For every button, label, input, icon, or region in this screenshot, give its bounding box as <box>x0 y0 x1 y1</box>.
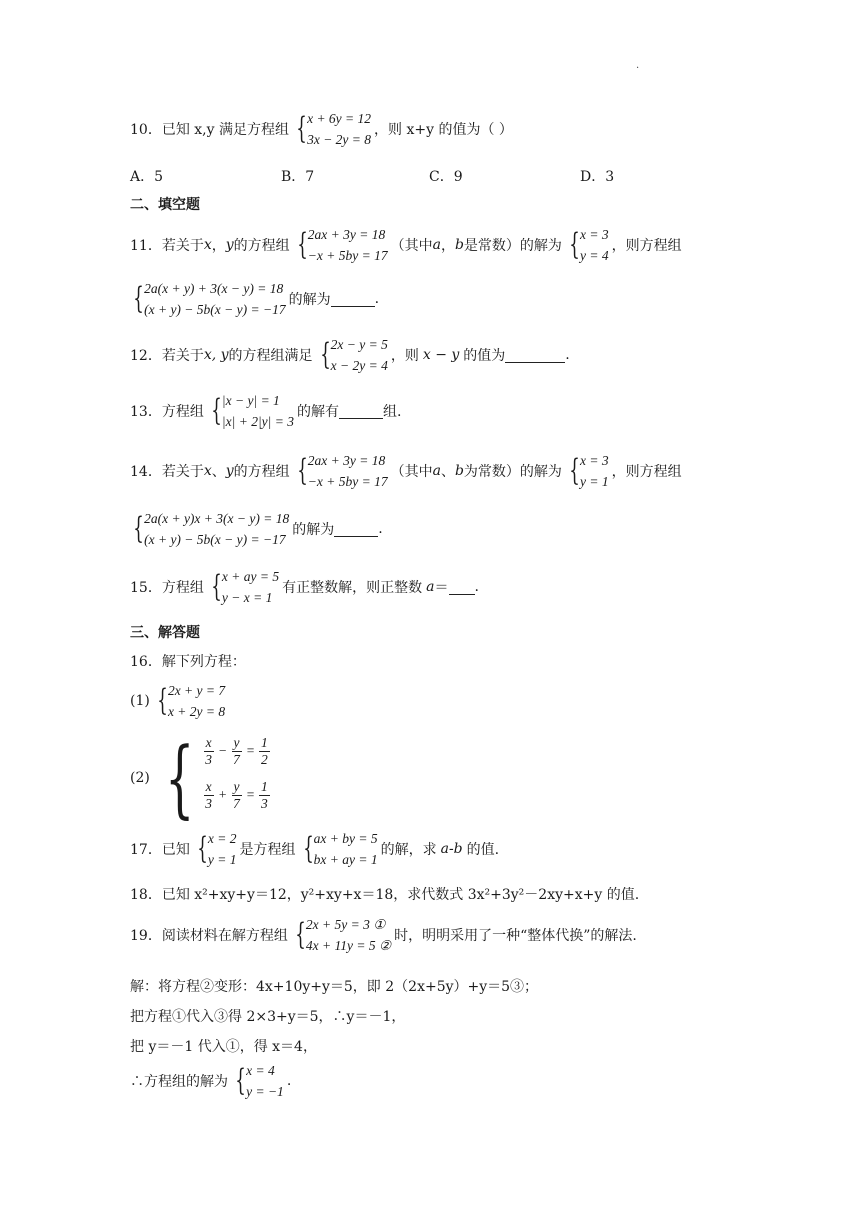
q16-p2-r2-den3: 3 <box>261 795 268 811</box>
q16-p1-eq1: 2x + y = 7 <box>167 683 226 698</box>
q14-solution: { x = 3 y = 1 <box>565 450 609 492</box>
q15-eq1: x + ay = 5 <box>221 569 280 584</box>
q12-tail2: 的值为 <box>463 348 506 364</box>
q14-mid: 的方程组 <box>233 464 290 480</box>
q19-line4 <box>130 1060 291 1102</box>
q19-line3: 把 y＝－1 代入①，得 x＝4， <box>130 1039 317 1055</box>
question-10 <box>130 108 513 150</box>
q16-p2-r1-eq: = <box>245 743 256 758</box>
q10-option-b[interactable]: B．7 <box>281 169 315 185</box>
q16-part1 <box>130 680 228 722</box>
q16-p2-r2-num3: 1 <box>261 778 268 794</box>
q14-sol2: y = 1 <box>580 474 609 489</box>
q16-p2-r2-den1: 3 <box>205 795 213 811</box>
q12-answer-blank[interactable] <box>505 348 565 363</box>
q11-eq2: −x + 5by = 17 <box>307 248 388 263</box>
q14-line2-eq1: 2a(x + y)x + 3(x − y) = 18 <box>144 511 290 526</box>
q14-y: y <box>225 463 234 479</box>
q17-eq1: ax + by = 5 <box>313 831 378 846</box>
q11-prefix: 11．若关于 <box>130 238 204 254</box>
q14-answer-blank[interactable] <box>334 522 378 537</box>
q12-vars: x, y <box>203 347 229 363</box>
q16-p2-r1-num2: y <box>233 734 240 750</box>
q14-line2-eq2: (x + y) − 5b(x − y) = −17 <box>144 532 286 547</box>
q17-mid: 是方程组 <box>239 842 296 858</box>
q10-eq2: 3x − 2y = 8 <box>307 132 372 147</box>
q10-prefix: 10．已知 x,y 满足方程组 <box>130 122 289 138</box>
question-11-line2 <box>126 278 379 320</box>
question-18: 18．已知 x²+xy+y＝12，y²+xy+x＝18，求代数式 3x²+3y²－2xy+x+y 的值. <box>130 887 640 903</box>
q11-sol1: x = 3 <box>580 227 609 242</box>
q19-l4-prefix: ∴方程组的解为 <box>130 1074 228 1090</box>
q10-eq1: x + 6y = 12 <box>307 111 372 126</box>
q15-tail: 有正整数解，则正整数 <box>282 580 423 596</box>
q16-p2-r1-op: − <box>218 743 228 758</box>
q15-answer-blank[interactable] <box>449 580 475 595</box>
q17-prefix: 17．已知 <box>130 842 190 858</box>
q11-tail: ，则方程组 <box>611 238 682 254</box>
q14-eq2: −x + 5by = 17 <box>307 474 388 489</box>
q16-p1-label: (1) <box>130 693 150 709</box>
q13-eq2: |x| + 2|y| = 3 <box>221 414 294 429</box>
q11-x: x <box>203 237 212 253</box>
q19-prefix: 19．阅读材料在解方程组 <box>130 928 288 944</box>
q11-eq1: 2ax + 3y = 18 <box>307 227 386 242</box>
q11-system2: { 2a(x + y) + 3(x − y) = 18 (x + y) − 5b(x − y) = −17 <box>129 278 286 320</box>
q11-sol2: y = 4 <box>580 248 609 263</box>
q15-prefix: 15．方程组 <box>130 580 204 596</box>
q16-p2-row1 <box>202 736 271 766</box>
q14-a: a <box>432 463 441 479</box>
q13-answer-blank[interactable] <box>339 404 383 419</box>
q11-b: b <box>454 237 464 253</box>
question-15 <box>130 566 479 608</box>
q11-solution: { x = 3 y = 4 <box>565 224 609 266</box>
q10-option-d[interactable]: D．3 <box>580 169 615 185</box>
header-dot: . <box>636 60 640 71</box>
q10-option-a[interactable]: A．5 <box>130 169 164 185</box>
q14-line2-tail: 的解为 <box>292 522 335 538</box>
question-12 <box>130 334 570 376</box>
q12-eq1: 2x − y = 5 <box>330 337 388 352</box>
q14-tail: ，则方程组 <box>611 464 682 480</box>
q16-part2 <box>130 729 274 827</box>
q14-sep: 、 <box>211 464 226 480</box>
q14-prefix: 14．若关于 <box>130 464 204 480</box>
q16-p2-label: (2) <box>130 770 150 786</box>
q17-expr: a-b <box>440 841 463 857</box>
q10-option-c[interactable]: C．9 <box>429 169 463 185</box>
section-fill-in: 二、填空题 <box>130 197 200 213</box>
q12-mid: 的方程组满足 <box>228 348 313 364</box>
q19-line2: 把方程①代入③得 2×3+y＝5，∴y＝－1， <box>130 1009 406 1025</box>
q19-eq1: 2x + 5y = 3 ① <box>305 917 386 932</box>
q11-line2-eq2: (x + y) − 5b(x − y) = −17 <box>144 302 286 317</box>
q15-eq: ＝ <box>434 580 449 596</box>
question-14 <box>130 450 682 492</box>
question-11 <box>130 224 682 266</box>
q14-sol1: x = 3 <box>580 453 609 468</box>
q19-line1: 解：将方程②变形：4x+10y+y＝5，即 2（2x+5y）+y＝5③； <box>130 979 539 995</box>
q15-system: { x + ay = 5 y − x = 1 <box>207 566 279 608</box>
q14-note2: 为常数）的解为 <box>463 464 562 480</box>
q12-tail: ，则 <box>390 348 419 364</box>
q12-eq2: x − 2y = 4 <box>330 358 388 373</box>
q14-eq1: 2ax + 3y = 18 <box>307 453 386 468</box>
q17-eq2: bx + ay = 1 <box>313 852 378 867</box>
q12-prefix: 12．若关于 <box>130 348 204 364</box>
q10-system: { x + 6y = 12 3x − 2y = 8 <box>292 108 371 150</box>
q12-end: . <box>565 347 570 363</box>
q14-system2: { 2a(x + y)x + 3(x − y) = 18 (x + y) − 5b(x − y) = −17 <box>129 508 289 550</box>
q19-tail: 时，明明采用了一种“整体代换”的解法. <box>394 928 637 944</box>
q11-line2-tail: 的解为 <box>288 292 331 308</box>
q19-system: { 2x + 5y = 3 ① 4x + 11y = 5 ② <box>291 914 391 956</box>
q17-sol2: y = 1 <box>207 852 237 867</box>
q19-eq2: 4x + 11y = 5 ② <box>305 938 392 953</box>
q11-system: { 2ax + 3y = 18 −x + 5by = 17 <box>293 224 388 266</box>
q14-b: b <box>454 463 464 479</box>
q11-note: （其中 <box>390 238 433 254</box>
q11-line2-eq1: 2a(x + y) + 3(x − y) = 18 <box>144 281 284 296</box>
q16-p2-r1-den1: 3 <box>205 751 213 767</box>
q16-p2-r1-num3: 1 <box>261 734 268 750</box>
question-13 <box>130 390 401 432</box>
q12-system: { 2x − y = 5 x − 2y = 4 <box>316 334 388 376</box>
question-19 <box>130 914 637 956</box>
q17-tail: 的解，求 <box>380 842 437 858</box>
q16-p2-system: { $\frac{x}{3}$ − $\frac{y}{7}$ = $\frac{1}{2}$ $\frac{x}{3}$ + $\frac{y}{7}$ = $\frac{1}{3}$ <box>153 736 271 820</box>
q13-end: 组. <box>382 404 402 420</box>
q19-solution: { x = 4 y = −1 <box>231 1060 284 1102</box>
q14-sep2: 、 <box>440 464 455 480</box>
question-17 <box>130 828 499 870</box>
q15-end: . <box>474 579 479 595</box>
q16-p1-eq2: x + 2y = 8 <box>167 704 226 719</box>
q11-sep2: ， <box>440 238 455 254</box>
q16-p2-r2-eq: = <box>245 787 256 802</box>
q16-p2-r1-den3: 2 <box>261 751 268 767</box>
q13-tail: 的解有 <box>296 404 339 420</box>
q19-sol1: x = 4 <box>246 1063 275 1078</box>
q16-p2-r2-op: + <box>218 787 228 802</box>
q17-system: { ax + by = 5 bx + ay = 1 <box>299 828 378 870</box>
q14-x: x <box>203 463 212 479</box>
q16-p2-r1-den2: 7 <box>233 751 240 767</box>
section-answer: 三、解答题 <box>130 625 200 641</box>
q11-sep: ， <box>211 238 226 254</box>
q19-sol2: y = −1 <box>246 1084 284 1099</box>
q13-prefix: 13．方程组 <box>130 404 204 420</box>
q11-end: . <box>374 291 380 307</box>
q17-sol1: x = 2 <box>207 831 237 846</box>
q11-y: y <box>225 237 234 253</box>
q11-a: a <box>432 237 441 253</box>
q16-p2-r1-num1: x <box>205 734 212 750</box>
q11-note2: 是常数）的解为 <box>463 238 562 254</box>
q16-p2-row2 <box>202 780 271 810</box>
q15-eq2: y − x = 1 <box>221 590 273 605</box>
q17-solution: { x = 2 y = 1 <box>193 828 237 870</box>
q10-suffix: ，则 x+y 的值为（ ） <box>374 122 513 138</box>
q14-system: { 2ax + 3y = 18 −x + 5by = 17 <box>293 450 388 492</box>
q15-a: a <box>426 579 435 595</box>
q19-l4-end: . <box>286 1073 292 1089</box>
q16-p1-system: { 2x + y = 7 x + 2y = 8 <box>153 680 225 722</box>
q11-mid: 的方程组 <box>233 238 290 254</box>
q16-p2-r2-num2: y <box>233 778 240 794</box>
q17-end: 的值. <box>466 842 500 858</box>
q13-system: { |x − y| = 1 |x| + 2|y| = 3 <box>207 390 294 432</box>
q16-p2-r2-den2: 7 <box>233 795 240 811</box>
q14-note: （其中 <box>390 464 433 480</box>
q13-eq1: |x − y| = 1 <box>221 393 280 408</box>
question-14-line2 <box>126 508 383 550</box>
q12-expr: x − y <box>422 347 460 363</box>
q16-p2-r2-num1: x <box>205 778 212 794</box>
q16-title: 16．解下列方程： <box>130 654 246 670</box>
q11-answer-blank[interactable] <box>331 292 375 307</box>
q14-end: . <box>378 521 383 537</box>
